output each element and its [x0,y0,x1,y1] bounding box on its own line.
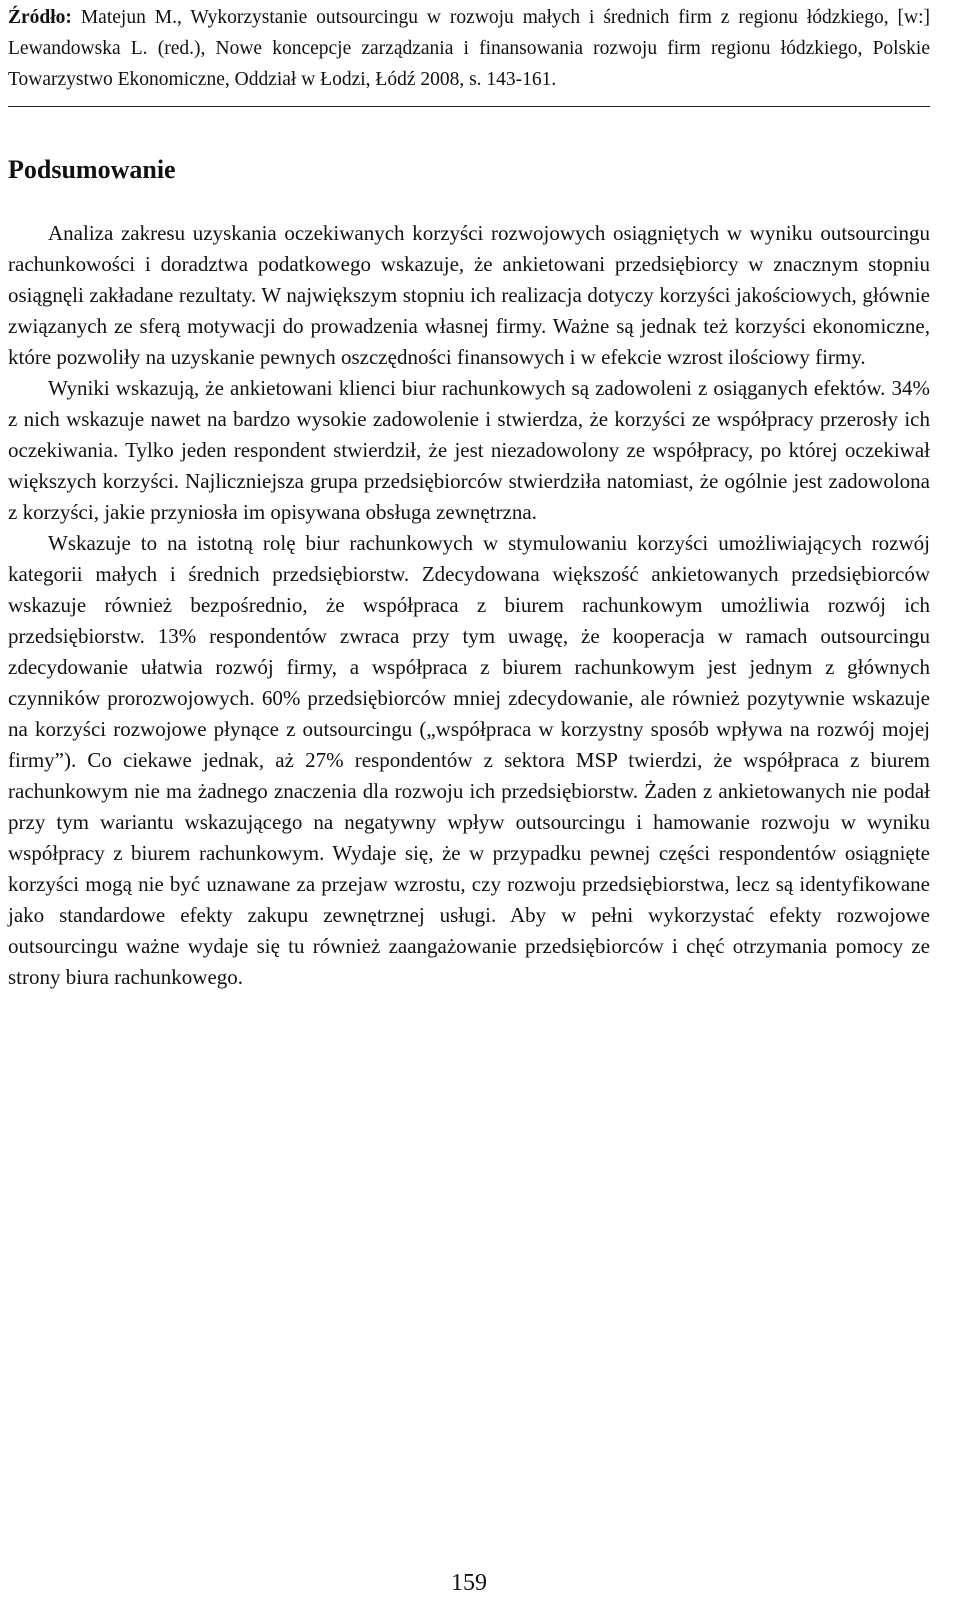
section-heading: Podsumowanie [8,155,176,184]
paragraph-1: Analiza zakresu uzyskania oczekiwanych korzyści rozwojowych osiągniętych w wyniku outsourcingu rachunkowości i doradztwa podatkowego wskazuje, że ankietowani przedsiębiorcy w znacznym stopniu osiągnęli zakładane rezultaty. W największym stopniu ich realizacja dotyczy korzyści jakościowych, głównie związanych ze sferą motywacji do prowadzenia własnej firmy. Ważne są jednak też korzyści ekonomiczne, które pozwoliły na uzyskanie pewnych oszczędności finansowych i w efekcie wzrost ilościowy firmy. [8,221,930,369]
page-number: 159 [451,1570,487,1596]
section-body [8,218,930,993]
source-footnote [8,0,930,95]
source-label: Źródło: [8,7,72,28]
paragraph-3: Wskazuje to na istotną rolę biur rachunkowych w stymulowaniu korzyści umożliwiających rozwój kategorii małych i średnich przedsiębiorstw. Zdecydowana większość ankietowanych przedsiębiorców wskazuje również bezpośrednio, że współpraca z biurem rachunkowym umożliwia rozwój ich przedsiębiorstw. 13% respondentów zwraca przy tym uwagę, że kooperacja w ramach outsourcingu zdecydowanie ułatwia rozwój firmy, a współpraca z biurem rachunkowym jest jednym z głównych czynników prorozwojowych. 60% przedsiębiorców mniej zdecydowanie, ale również pozytywnie wskazuje na korzyści rozwojowe płynące z outsourcingu („współpraca w korzystny sposób wpływa na rozwój mojej firmy”). Co ciekawe jednak, aż 27% respondentów z sektora MSP twierdzi, że współpraca z biurem rachunkowym nie ma żadnego znaczenia dla rozwoju ich przedsiębiorstw. Żaden z ankietowanych nie podał przy tym wariantu wskazującego na negatywny wpływ outsourcingu i hamowanie rozwoju w wyniku współpracy z biurem rachunkowym. Wydaje się, że w przypadku pewnej części respondentów osiągnięte korzyści mogą nie być uznawane za przejaw wzrostu, czy rozwoju przedsiębiorstwa, lecz są identyfikowane jako standardowe efekty zakupu zewnętrznej usługi. Aby w pełni wykorzystać efekty rozwojowe outsourcingu ważne wydaje się tu również zaangażowanie przedsiębiorców i chęć otrzymania pomocy ze strony biura rachunkowego. [8,531,930,989]
document-page [8,0,930,1610]
footnote-divider [8,106,930,107]
paragraph-2: Wyniki wskazują, że ankietowani klienci biur rachunkowych są zadowoleni z osiąganych efektów. 34% z nich wskazuje nawet na bardzo wysokie zadowolenie i stwierdza, że korzyści ze współpracy przerosły ich oczekiwania. Tylko jeden respondent stwierdził, że jest niezadowolony ze współpracy, po której oczekiwał większych korzyści. Najliczniejsza grupa przedsiębiorców stwierdziła natomiast, że ogólnie jest zadowolona z korzyści, jakie przyniosła im opisywana obsługa zewnętrzna. [8,376,930,524]
source-citation: Matejun M., Wykorzystanie outsourcingu w rozwoju małych i średnich firm z regionu łódzkiego, [w:] Lewandowska L. (red.), Nowe koncepcje zarządzania i finansowania rozwoju firm regionu łódzkiego, Polskie Towarzystwo Ekonomiczne, Oddział w Łodzi, Łódź 2008, s. 143-161. [8,7,930,90]
